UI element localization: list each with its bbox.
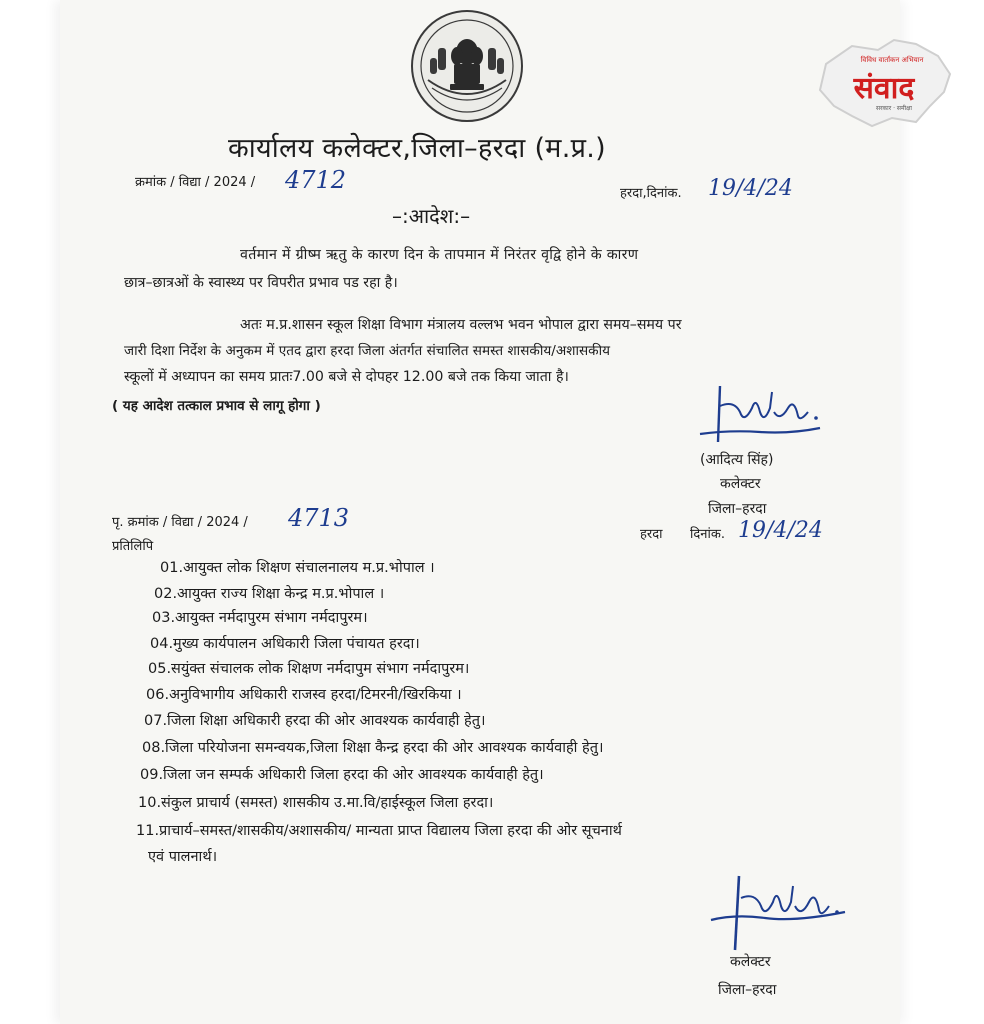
- list-item: 07.जिला शिक्षा अधिकारी हरदा की ओर आवश्यक कार्यवाही हेतु।: [144, 713, 486, 729]
- copy-label: प्रतिलिपि: [112, 539, 154, 554]
- list-item-continuation: एवं पालनार्थ।: [148, 849, 218, 865]
- para2-line3: स्कूलों में अध्यापन का समय प्रातः7.00 बजे से दोपहर 12.00 बजे तक किया जाता है।: [124, 369, 569, 385]
- para1-line2: छात्र–छात्रओं के स्वास्थ्य पर विपरीत प्रभाव पड रहा है।: [124, 275, 398, 291]
- list-item: 05.सयुंक्त संचालक लोक शिक्षण नर्मदापुम संभाग नर्मदापुरम।: [148, 661, 470, 677]
- logo-text: संवाद: [853, 71, 915, 106]
- order-heading: –:आदेश:–: [392, 204, 471, 228]
- signatory-designation-1: कलेक्टर: [720, 476, 761, 492]
- list-item: 03.आयुक्त नर्मदापुरम संभाग नर्मदापुरम।: [152, 610, 368, 626]
- office-title: कार्यालय कलेक्टर,जिला–हरदा (म.प्र.): [228, 133, 606, 164]
- copy-ref-prefix: पृ. क्रमांक / विद्या / 2024 /: [112, 515, 248, 530]
- list-item: 08.जिला परियोजना समन्वयक,जिला शिक्षा कैन्द्र हरदा की ओर आवश्यक कार्यवाही हेतु।: [142, 740, 604, 756]
- para1-line1: वर्तमान में ग्रीष्म ऋतु के कारण दिन के तापमान में निरंतर वृद्वि होने के कारण: [240, 247, 639, 263]
- effective-note: ( यह आदेश तत्काल प्रभाव से लागू होगा ): [112, 398, 321, 414]
- logo-top-text: विविध वार्तांकन अभियान: [860, 56, 924, 64]
- samvad-logo: [812, 36, 962, 130]
- list-item: 01.आयुक्त लोक शिक्षण संचालनालय म.प्र.भोपाल ।: [160, 560, 435, 576]
- collector-signature-1: [690, 372, 840, 452]
- copy-ref-number-handwritten: 4713: [288, 504, 350, 532]
- para2-line2: जारी दिशा निर्देश के अनुकम में एतद द्वारा हरदा जिला अंतर्गत संचालित समस्त शासकीय/अशासकीय: [124, 343, 611, 359]
- list-item: 02.आयुक्त राज्य शिक्षा केन्द्र म.प्र.भोपाल ।: [154, 586, 385, 602]
- list-item: 09.जिला जन सम्पर्क अधिकारी जिला हरदा की ओर आवश्यक कार्यवाही हेतु।: [140, 767, 544, 783]
- order-ref-prefix: क्रमांक / विद्या / 2024 /: [135, 175, 256, 190]
- collector-signature-2: [705, 868, 865, 958]
- list-item: 11.प्राचार्य–समस्त/शासकीय/अशासकीय/ मान्यता प्राप्त विद्यालय जिला हरदा की ओर सूचनार्थ: [136, 823, 622, 839]
- state-emblem-seal: [408, 8, 526, 124]
- logo-tagline: सरकार · समीक्षा: [876, 105, 912, 112]
- copy-place: हरदा: [640, 527, 663, 542]
- para2-line1: अतः म.प्र.शासन स्कूल शिक्षा विभाग मंत्रालय वल्लभ भवन भोपाल द्वारा समय–समय पर: [240, 317, 682, 333]
- signatory-name: (आदित्य सिंह): [700, 452, 774, 468]
- signatory-designation-2: कलेक्टर: [730, 954, 771, 970]
- signatory-district-2: जिला–हरदा: [718, 982, 777, 998]
- order-date-handwritten: 19/4/24: [708, 176, 793, 201]
- copy-date-prefix: दिनांक.: [690, 527, 725, 542]
- date-prefix: हरदा,दिनांक.: [620, 186, 682, 201]
- copy-date-handwritten: 19/4/24: [738, 518, 823, 543]
- order-number-handwritten: 4712: [285, 166, 347, 194]
- signatory-district-1: जिला–हरदा: [708, 501, 767, 517]
- list-item: 10.संकुल प्राचार्य (समस्त) शासकीय उ.मा.वि/हाईस्कूल जिला हरदा।: [138, 795, 494, 811]
- list-item: 06.अनुविभागीय अधिकारी राजस्व हरदा/टिमरनी/खिरकिया ।: [146, 687, 462, 703]
- list-item: 04.मुख्य कार्यपालन अधिकारी जिला पंचायत हरदा।: [150, 636, 420, 652]
